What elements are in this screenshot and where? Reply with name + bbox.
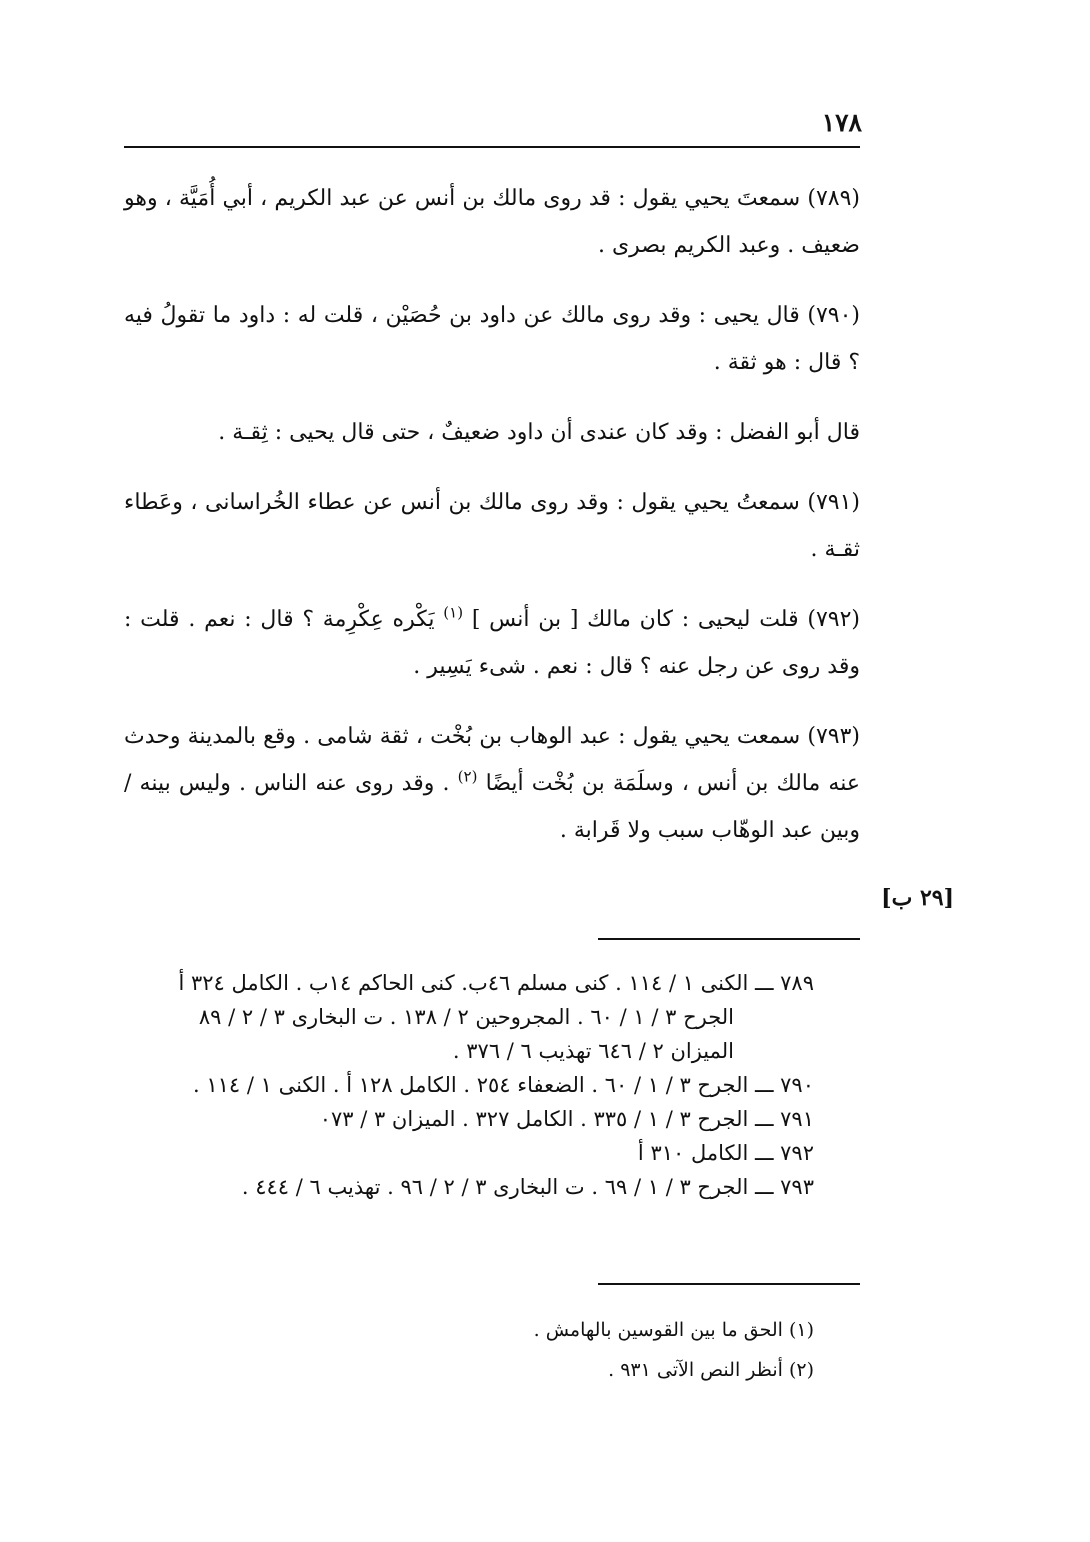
paragraph-793 <box>124 713 860 854</box>
paragraph-792 <box>124 596 860 690</box>
footnote-marker-1: (١) <box>443 603 464 622</box>
references-divider <box>598 938 860 940</box>
paragraph-792-text-after: يَكْره عِكْرِمة ؟ قال : نعم . قلت : وقد روى عن رجل عنه ؟ قال : نعم . شىء يَسِير . <box>124 607 860 679</box>
page-number: ١٧٨ <box>821 108 862 137</box>
footnote-2: (٢) أنظر النص الآتى ٩٣١ . <box>608 1359 814 1381</box>
footnote-marker-2: (٢) <box>457 767 478 786</box>
main-text <box>124 175 860 877</box>
reference-line: ٧٩٣ ـــ الجرح ٣ / ١ / ٦٩ . ت البخارى ٣ / ٢ / ٩٦ . تهذيب ٦ / ٤٤٤ . <box>241 1175 814 1199</box>
reference-line: ٧٩٢ ـــ الكامل ٣١٠ أ <box>637 1141 814 1165</box>
footnote-1: (١) الحق ما بين القوسين بالهامش . <box>533 1319 814 1341</box>
paragraph-793-text-before: (٧٩٣) سمعت يحيي يقول : عبد الوهاب بن بُخْت ، ثقة شامى . وقع بالمدينة وحدث عنه مالك بن أنس ، وسلَمَة بن بُخْت أيضًا <box>124 724 860 796</box>
footnotes <box>124 1310 814 1390</box>
paragraph-790: (٧٩٠) قال يحيى : وقد روى مالك عن داود بن حُصَيْن ، قلت له : داود ما تقولُ فيه ؟ قال : هو ثقة . <box>124 303 860 375</box>
reference-line: ٧٩٠ ـــ الجرح ٣ / ١ / ٦٠ . الضعفاء ٢٥٤ . الكامل ١٢٨ أ . الكنى ١ / ١١٤ . <box>192 1073 814 1097</box>
paragraph-793-text-after: . وقد روى عنه الناس . وليس بينه / وبين عبد الوهّاب سبب ولا قَرابة . <box>124 771 860 843</box>
reference-line: الجرح ٣ / ١ / ٦٠ . المجروحين ٢ / ١٣٨ . ت البخارى ٣ / ٢ / ٨٩ <box>198 1005 734 1029</box>
paragraph-791: (٧٩١) سمعتُ يحيي يقول : وقد روى مالك بن أنس عن عطاء الخُراسانى ، وعَطاء ثقـة . <box>124 490 860 562</box>
margin-folio-note: [٢٩ ب] <box>881 885 954 911</box>
reference-line: الميزان ٢ / ٦٤٦ تهذيب ٦ / ٣٧٦ . <box>452 1039 734 1063</box>
reference-line: ٧٨٩ ـــ الكنى ١ / ١١٤ . كنى مسلم ٤٦ب. كنى الحاكم ١٤ب . الكامل ٣٢٤ أ <box>178 971 814 995</box>
paragraph-792-text-before: (٧٩٢) قلت ليحيى : كان مالك [ بن أنس ] <box>471 607 860 632</box>
paragraph-789: (٧٨٩) سمعتَ يحيي يقول : قد روى مالك بن أنس عن عبد الكريم ، أبي أُمَيَّة ، وهو ضعيف . وعبد الكريم بصرى . <box>124 186 860 258</box>
paragraph-abu-alfadl: قال أبو الفضل : وقد كان عندى أن داود ضعيفٌ ، حتى قال يحيى : ثِقـة . <box>218 420 860 445</box>
header-rule <box>124 146 860 148</box>
footnotes-divider <box>598 1283 860 1285</box>
references-list <box>124 966 814 1204</box>
reference-line: ٧٩١ ـــ الجرح ٣ / ١ / ٣٣٥ . الكامل ٣٢٧ . الميزان ٣ / ٠٧٣ <box>319 1107 814 1131</box>
